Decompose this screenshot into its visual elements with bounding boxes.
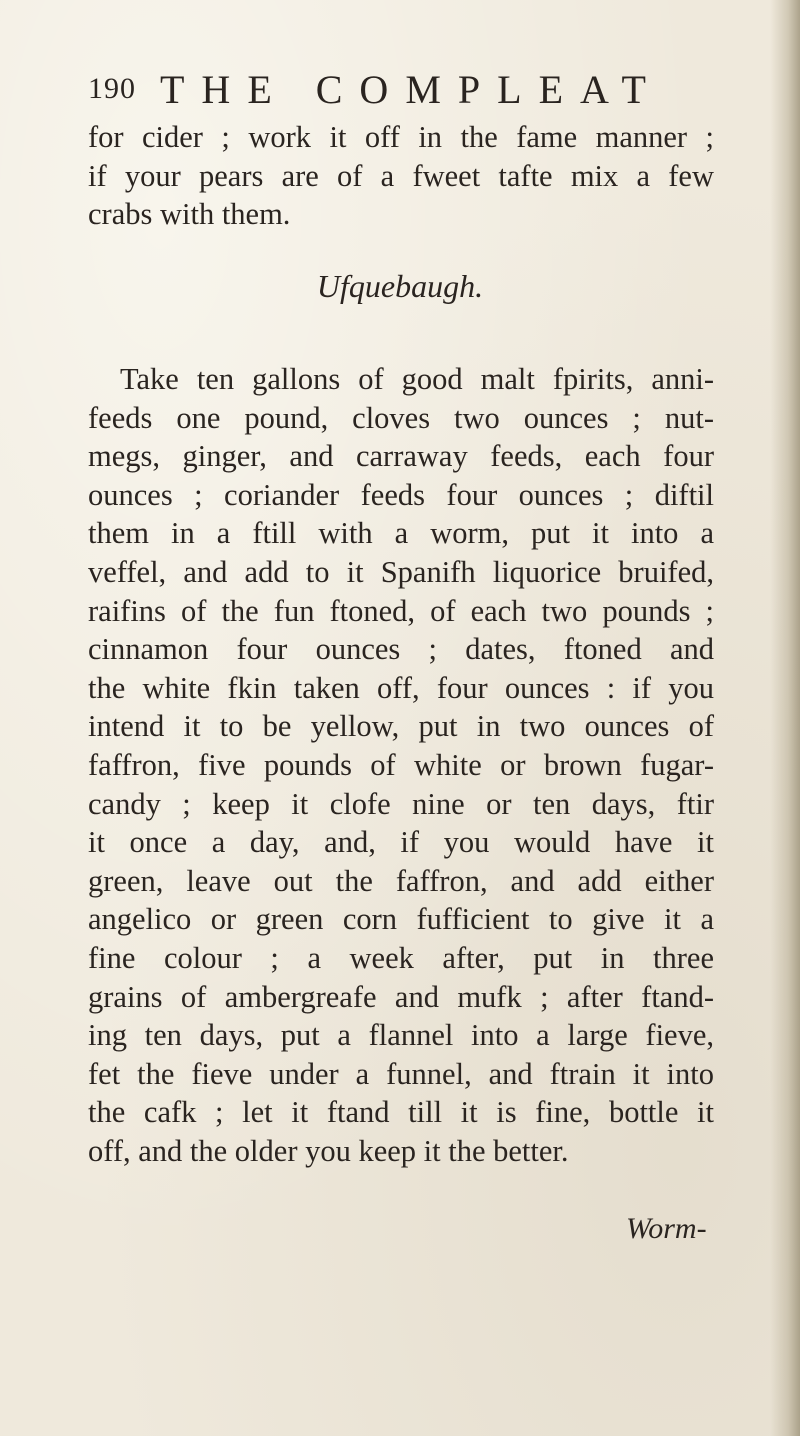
page-edge-shadow [770,0,800,1436]
page-number: 190 [88,72,136,105]
text-line: feeds one pound, cloves two ounces ; nut- [88,400,714,435]
text-line: crabs with them. [88,197,291,232]
continued-paragraph [88,118,714,234]
text-line: the white fkin taken off, four ounces : if you [88,670,714,705]
text-line: candy ; keep it clofe nine or ten days, ftir [88,786,714,821]
text-line: green, leave out the faffron, and add either [88,863,714,898]
text-line: for cider ; work it off in the fame manner ; [88,120,714,154]
text-line: the cafk ; let it ftand till it is fine, bottle it [88,1095,714,1130]
text-line: raifins of the fun ftoned, of each two pounds ; [88,593,714,628]
text-line: grains of ambergreafe and mufk ; after ftand- [88,979,714,1014]
running-title: THE COMPLEAT [160,67,663,112]
text-line: them in a ftill with a worm, put it into a [88,516,714,551]
text-line: fet the fieve under a funnel, and ftrain it into [88,1056,714,1091]
text-line: faffron, five pounds of white or brown fugar- [88,747,714,782]
text-line: intend it to be yellow, put in two ounces of [88,709,714,744]
text-line: ing ten days, put a flannel into a large fieve, [88,1018,714,1053]
section-heading: Ufquebaugh. [316,268,484,304]
text-line: angelico or green corn fufficient to give it a [88,902,714,937]
running-header [88,62,728,112]
text-line: if your pears are of a fweet tafte mix a few [88,158,714,193]
text-line: fine colour ; a week after, put in three [88,940,714,975]
text-line: veffel, and add to it Spanifh liquorice bruifed, [88,554,714,589]
text-line: megs, ginger, and carraway feeds, each four [88,439,714,474]
text-line: it once a day, and, if you would have it [88,825,714,860]
text-line: ounces ; coriander feeds four ounces ; diftil [88,477,714,512]
text-line: off, and the older you keep it the better. [88,1133,569,1168]
recipe-paragraph [88,360,714,1170]
text-line: Take ten gallons of good malt fpirits, anni- [120,362,714,396]
catchword: Worm- [626,1212,707,1245]
text-line: cinnamon four ounces ; dates, ftoned and [88,632,714,667]
